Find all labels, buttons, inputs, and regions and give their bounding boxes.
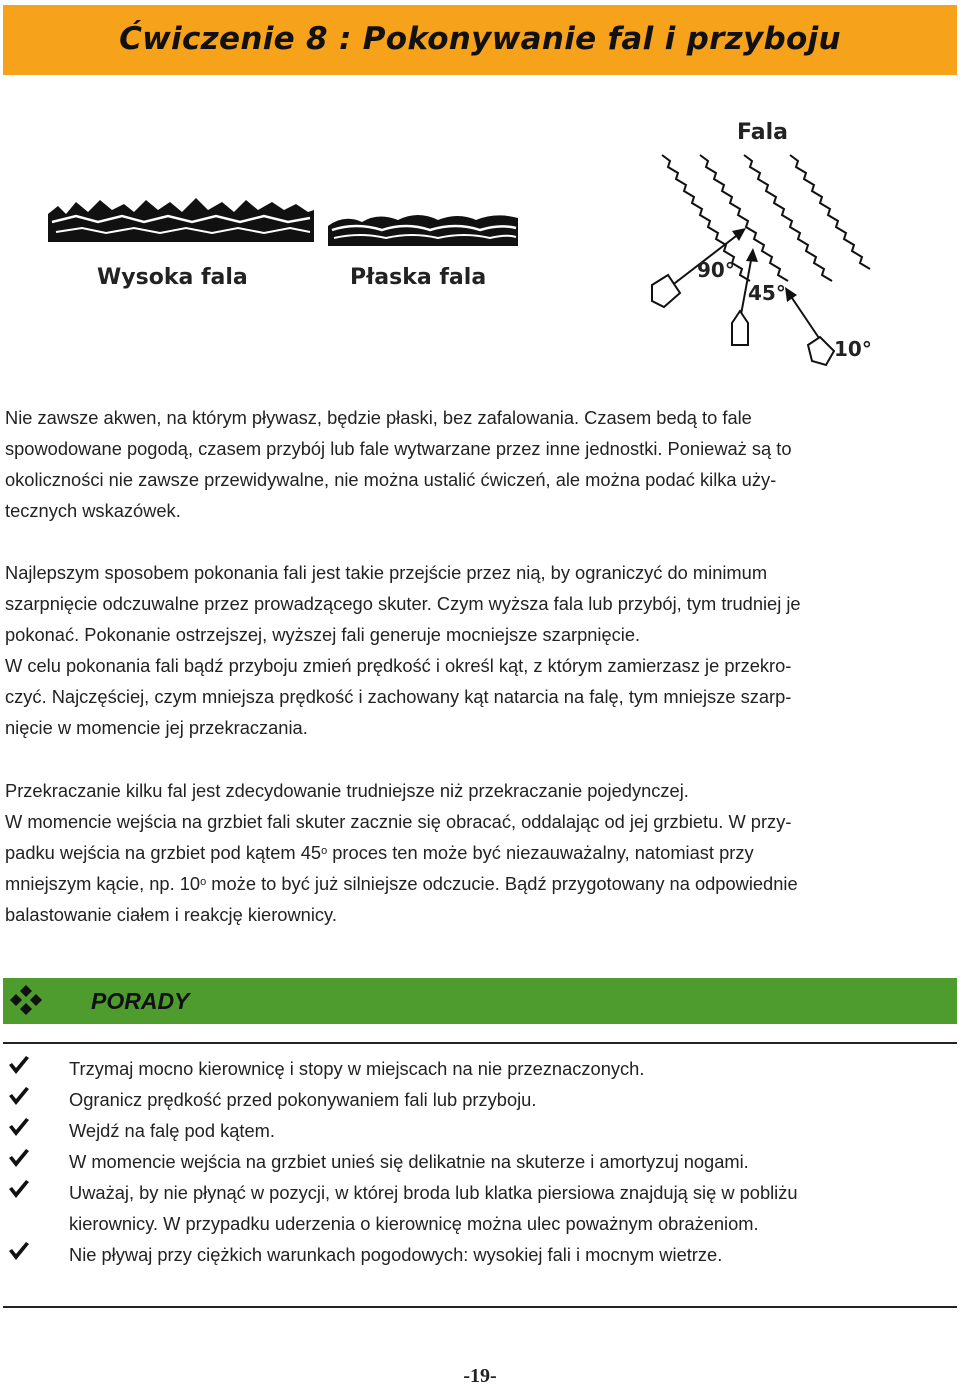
fala-label: Fala	[737, 120, 788, 145]
text-line: W momencie wejścia na grzbiet fali skuter zacznie się obracać, oddalając od jej grzbietu. W przy-	[5, 811, 792, 832]
text-line: spowodowane pogodą, czasem przybój lub fale wytwarzane przez inne jednostki. Ponieważ są to	[5, 438, 792, 459]
text-line: nięcie w momencie jej przekraczania.	[5, 717, 308, 738]
page-number: -19-	[463, 1365, 497, 1387]
angle-90-label: 90°	[697, 258, 735, 282]
check-icon	[8, 1241, 30, 1261]
list-item: Wejdź na falę pod kątem.	[0, 1115, 960, 1146]
flat-wave-label: Płaska fala	[350, 265, 487, 290]
text-line: tecznych wskazówek.	[5, 500, 181, 521]
list-item: Ogranicz prędkość przed pokonywaniem fali lub przyboju.	[0, 1084, 960, 1115]
diamond-bullet-icon	[9, 984, 43, 1016]
angle-10-label: 10°	[834, 337, 872, 361]
text-line: balastowanie ciałem i reakcję kierownicy.	[5, 904, 337, 925]
flat-wave-illustration	[326, 204, 521, 249]
text-line: okoliczności nie zawsze przewidywalne, nie można ustalić ćwiczeń, ale można podać kilka uży-	[5, 469, 777, 490]
check-icon	[8, 1055, 30, 1075]
multiple-waves-paragraph	[5, 775, 955, 930]
text-line: pokonać. Pokonanie ostrzejszej, wyższej fali generuje mocniejsze szarpnięcie.	[5, 624, 641, 645]
intro-paragraph	[5, 402, 955, 526]
check-icon	[8, 1117, 30, 1137]
tips-list	[0, 1053, 960, 1270]
check-icon	[8, 1148, 30, 1168]
porady-heading: PORADY	[91, 988, 190, 1014]
list-item: Uważaj, by nie płynąć w pozycji, w której broda lub klatka piersiowa znajdują się w pobliżu kierownicy. W przypadku uderzenia o kierownicę można ulec poważnym obrażeniom.	[0, 1177, 960, 1239]
angle-45-label: 45°	[748, 281, 786, 305]
text-line: Przekraczanie kilku fal jest zdecydowanie trudniejsze niż przekraczanie pojedynczej.	[5, 780, 689, 801]
text-line: Nie zawsze akwen, na którym pływasz, będzie płaski, bez zafalowania. Czasem bedą to fale	[5, 407, 752, 428]
text-line: szarpnięcie odczuwalne przez prowadzącego skuter. Czym wyższa fala lub przybój, tym trudniej je	[5, 593, 801, 614]
check-icon	[8, 1179, 30, 1199]
tall-wave-illustration	[46, 192, 316, 247]
text-line: czyć. Najczęściej, czym mniejsza prędkość i zachowany kąt natarcia na falę, tym mniejsze szarp-	[5, 686, 792, 707]
list-item: Nie pływaj przy ciężkich warunkach pogodowych: wysokiej fali i mocnym wietrze.	[0, 1239, 960, 1270]
list-item: W momencie wejścia na grzbiet unieś się delikatnie na skuterze i amortyzuj nogami.	[0, 1146, 960, 1177]
text-line: W celu pokonania fali bądź przyboju zmień prędkość i określ kąt, z którym zamierzasz je przekro-	[5, 655, 792, 676]
title-bar	[3, 5, 957, 75]
porady-header-bar	[3, 978, 957, 1024]
text-line: mniejszym kącie, np. 10$^o$ może to być już silniejsze odczucie. Bądź przygotowany na odpowiednie	[5, 873, 798, 894]
check-icon	[8, 1086, 30, 1106]
list-item: Trzymaj mocno kierownicę i stopy w miejscach na nie przeznaczonych.	[0, 1053, 960, 1084]
page-title: Ćwiczenie 8 : Pokonywanie fal i przyboju	[119, 21, 841, 57]
divider-bottom	[3, 1306, 957, 1308]
tall-wave-label: Wysoka fala	[97, 265, 248, 290]
text-line: Najlepszym sposobem pokonania fali jest takie przejście przez nią, by ograniczyć do minimum	[5, 562, 768, 583]
text-line: padku wejścia na grzbiet pod kątem 45$^o$ proces ten może być niezauważalny, natomiast przy	[5, 842, 754, 863]
technique-paragraph	[5, 557, 955, 743]
divider-top	[3, 1042, 957, 1044]
